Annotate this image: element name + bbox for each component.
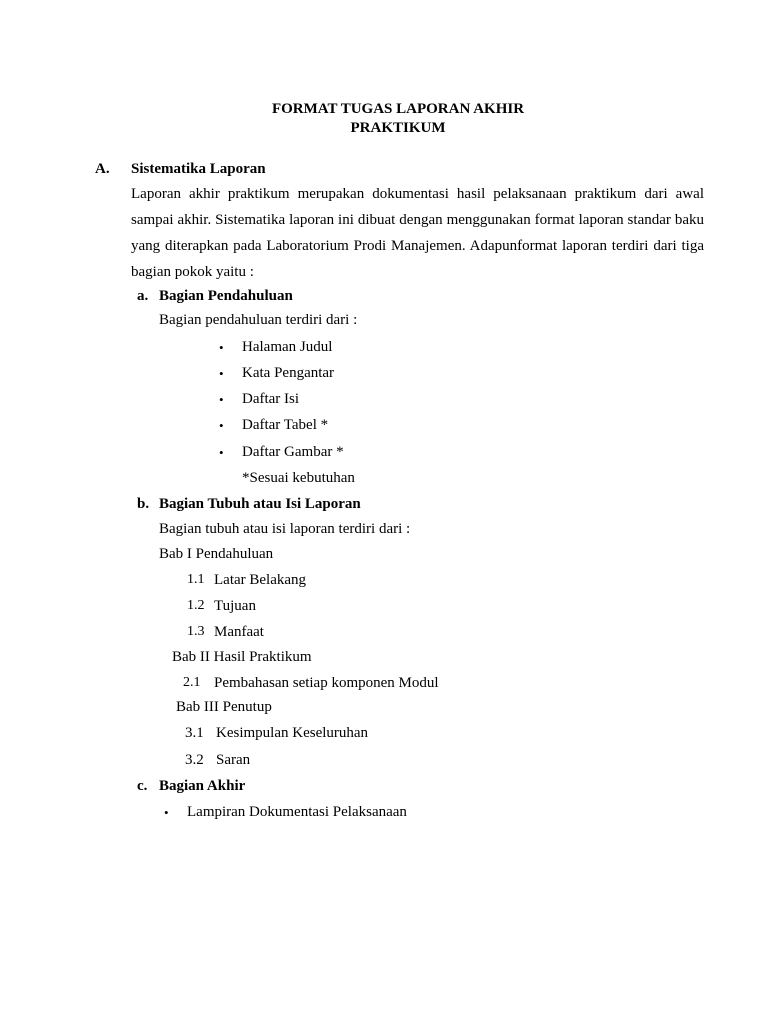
part-a-intro: Bagian pendahuluan terdiri dari :	[159, 312, 358, 328]
bullet-icon: •	[219, 445, 224, 460]
bullet-icon: •	[219, 340, 224, 355]
bullet-icon: •	[219, 392, 224, 407]
section-a-heading: Sistematika Laporan	[131, 161, 266, 177]
list-item: Lampiran Dokumentasi Pelaksanaan	[187, 804, 407, 820]
list-item: Kata Pengantar	[242, 365, 335, 381]
section-a-marker: A.	[95, 161, 110, 177]
section-a-paragraph: Laporan akhir praktikum merupakan dokumentasi hasil pelaksanaan praktikum dari awal sampai akhir. Sistematika laporan ini dibuat dengan menggunakan format laporan standar baku yang diterapkan pada Laboratorium Prodi Manajemen. Adapunformat laporan terdiri dari tiga bagian pokok yaitu :	[131, 186, 704, 280]
document-title-line2: PRAKTIKUM	[350, 120, 446, 136]
list-item: Daftar Isi	[242, 391, 300, 407]
list-item: Halaman Judul	[242, 339, 333, 355]
list-item: Saran	[216, 752, 251, 768]
list-item-number: 3.2	[185, 752, 204, 768]
bullet-icon: •	[164, 805, 169, 820]
list-item-number: 3.1	[185, 725, 204, 741]
list-item: Pembahasan setiap komponen Modul	[214, 675, 439, 691]
list-item: Tujuan	[214, 598, 256, 614]
list-item-number: 1.2	[187, 598, 205, 613]
document-title-line1: FORMAT TUGAS LAPORAN AKHIR	[271, 101, 525, 117]
part-a-marker: a.	[137, 288, 149, 304]
part-c-heading: Bagian Akhir	[159, 778, 246, 794]
part-b-heading: Bagian Tubuh atau Isi Laporan	[159, 496, 361, 512]
bab2-title: Bab II Hasil Praktikum	[172, 649, 312, 665]
list-item: Latar Belakang	[214, 572, 307, 588]
part-a-heading: Bagian Pendahuluan	[159, 288, 293, 304]
part-b-intro: Bagian tubuh atau isi laporan terdiri dari :	[159, 521, 411, 537]
bullet-icon: •	[219, 366, 224, 381]
list-item: Kesimpulan Keseluruhan	[216, 725, 369, 741]
list-item-number: 2.1	[183, 675, 201, 690]
list-item-number: 1.3	[187, 624, 205, 639]
list-item: Daftar Tabel *	[242, 417, 329, 433]
part-a-note: *Sesuai kebutuhan	[242, 470, 355, 486]
part-b-marker: b.	[137, 496, 150, 512]
bab3-title: Bab III Penutup	[176, 699, 272, 715]
bullet-icon: •	[219, 418, 224, 433]
list-item-number: 1.1	[187, 572, 205, 587]
part-c-marker: c.	[137, 778, 148, 794]
bab1-title: Bab I Pendahuluan	[159, 546, 274, 562]
list-item: Manfaat	[214, 624, 264, 640]
list-item: Daftar Gambar *	[242, 444, 344, 460]
